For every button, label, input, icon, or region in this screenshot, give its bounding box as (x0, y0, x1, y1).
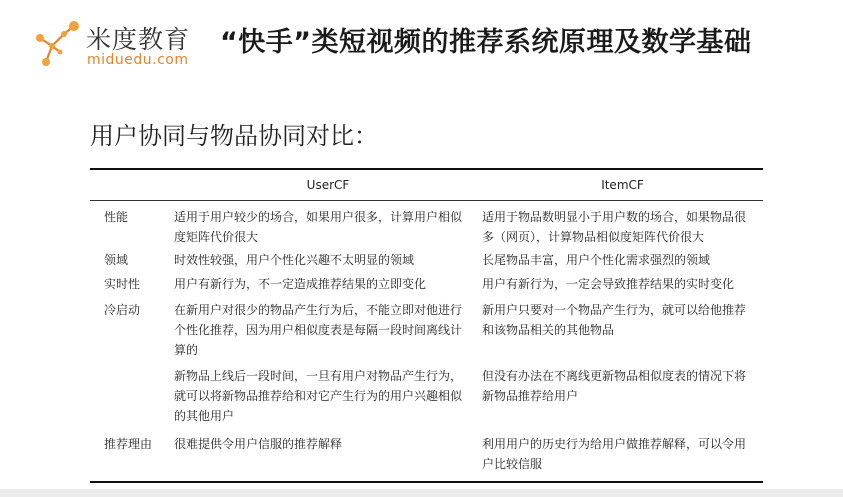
table-header-row (90, 169, 763, 200)
row-dimension: 推荐理由 (90, 434, 174, 482)
column-header-usercf: UserCF (174, 169, 482, 200)
usercf-cell: 在新用户对很少的物品产生行为后，不能立即对他进行个性化推荐，因为用户相似度表是每隔一段时间离线计算的 (174, 303, 463, 357)
slide-bottom-edge (0, 489, 843, 497)
itemcf-cell: 利用用户的历史行为给用户做推荐解释，可以令用户比较信服 (482, 434, 763, 482)
table-row (90, 272, 763, 298)
itemcf-cell: 适用于物品数明显小于用户数的场合，如果物品很多（网页），计算物品相似度矩阵代价很大 (482, 209, 747, 244)
slide-title: “快手”类短视频的推荐系统原理及数学基础 (220, 27, 752, 58)
itemcf-cell: 但没有办法在不离线更新物品相似度表的情况下将新物品推荐给用户 (482, 369, 747, 403)
itemcf-cell: 新用户只要对一个物品产生行为，就可以给他推荐和该物品相关的其他物品 (482, 303, 747, 337)
slide-header (0, 0, 843, 86)
section-heading: 用户协同与物品协同对比： (90, 122, 378, 150)
logo (30, 16, 200, 76)
comparison-table (90, 168, 763, 483)
row-dimension: 领域 (104, 253, 129, 267)
row-dimension: 冷启动 (104, 303, 141, 317)
logo-url: miduedu.com (87, 52, 189, 68)
usercf-cell: 新物品上线后一段时间，一旦有用户对物品产生行为，就可以将新物品推荐给和对它产生行为的用户兴趣相似的其他用户 (174, 369, 463, 423)
table-row (90, 366, 763, 434)
usercf-cell: 用户有新行为，不一定造成推荐结果的立即变化 (174, 277, 427, 291)
network-logo-icon (30, 16, 86, 72)
table-row (90, 298, 763, 366)
logo-name: 米度教育 (86, 25, 191, 54)
column-header-itemcf: ItemCF (482, 169, 763, 200)
row-dimension (90, 366, 174, 434)
usercf-cell: 很难提供令用户信服的推荐解释 (174, 434, 482, 482)
table-row (90, 434, 763, 482)
itemcf-cell: 用户有新行为，一定会导致推荐结果的实时变化 (482, 277, 735, 291)
row-dimension: 实时性 (104, 277, 141, 291)
table-row (90, 248, 763, 272)
row-dimension: 性能 (104, 209, 129, 224)
table-row (90, 200, 763, 248)
usercf-cell: 时效性较强，用户个性化兴趣不太明显的领域 (174, 253, 415, 267)
usercf-cell: 适用于用户较少的场合，如果用户很多，计算用户相似度矩阵代价很大 (174, 209, 463, 244)
itemcf-cell: 长尾物品丰富，用户个性化需求强烈的领域 (482, 253, 711, 267)
column-header-dimension (90, 169, 174, 200)
